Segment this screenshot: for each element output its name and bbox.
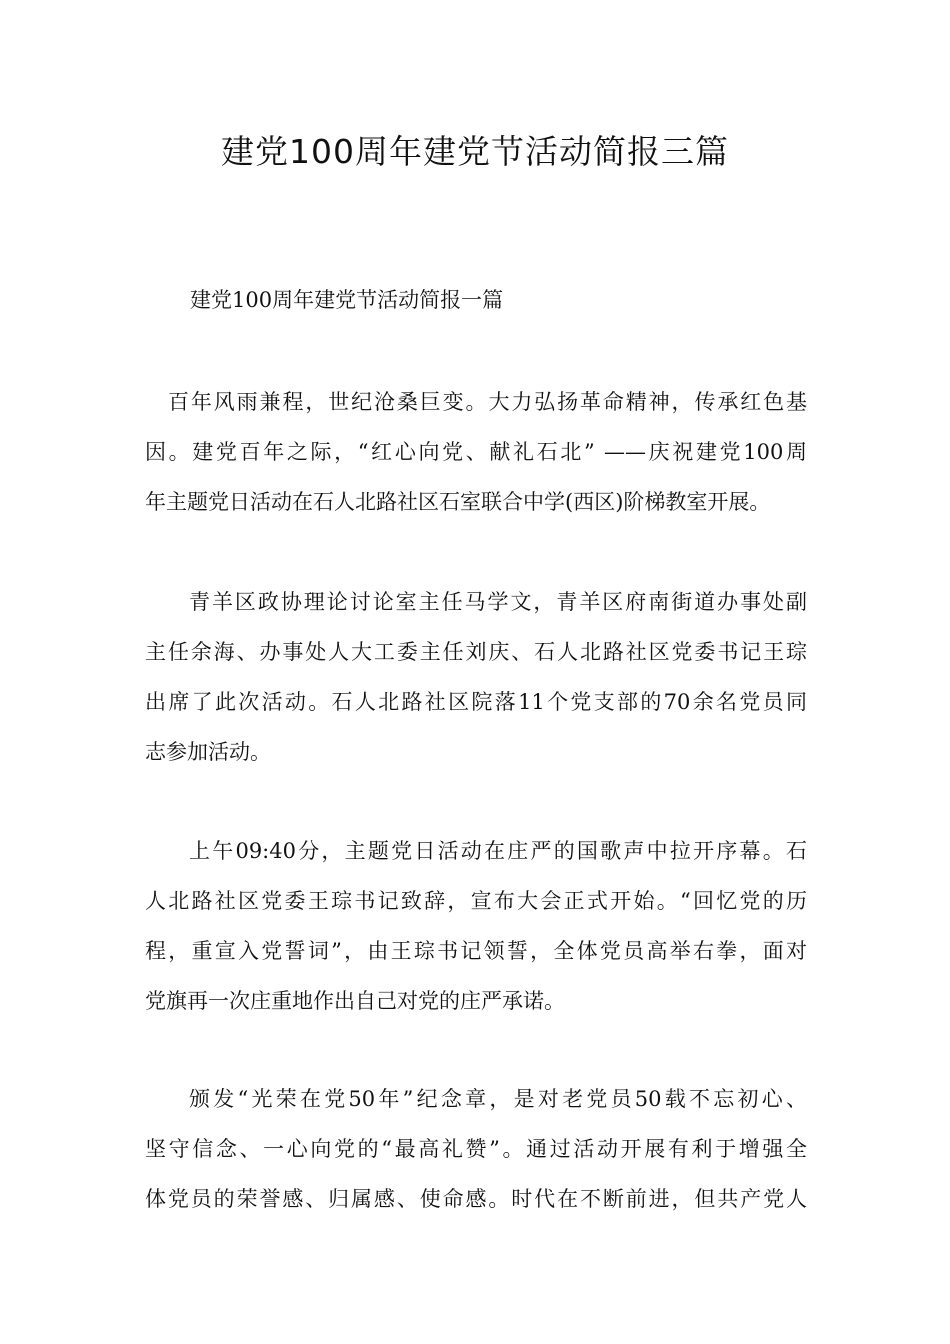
paragraph-line: 青羊区政协理论讨论室主任马学文，青羊区府南街道办事处副: [189, 590, 807, 614]
paragraph-1: [145, 377, 807, 527]
paragraph-line: 党旗再一次庄重地作出自己对党的庄严承诺。: [145, 989, 565, 1013]
paragraph-3: [145, 826, 807, 1026]
paragraph-4: [145, 1074, 807, 1224]
paragraph-line: 坚守信念、一心向党的“最高礼赞”。通过活动开展有利于增强全: [145, 1137, 807, 1161]
paragraph-line: 因。建党百年之际，“红心向党、献礼石北” ——庆祝建党100周: [145, 440, 807, 464]
paragraph-line: 出席了此次活动。石人北路社区院落11个党支部的70余名党员同: [145, 690, 807, 714]
paragraph-line: 体党员的荣誉感、归属感、使命感。时代在不断前进，但共产党人: [145, 1187, 807, 1211]
paragraph-line: 人北路社区党委王琮书记致辞，宣布大会正式开始。“回忆党的历: [145, 889, 807, 913]
document-title: 建党100周年建党节活动简报三篇: [221, 132, 729, 171]
paragraph-line: 上午09:40分，主题党日活动在庄严的国歌声中拉开序幕。石: [189, 839, 807, 863]
paragraph-line: 颁发“光荣在党50年”纪念章，是对老党员50载不忘初心、: [189, 1087, 807, 1111]
section-subtitle: 建党100周年建党节活动简报一篇: [190, 288, 504, 312]
paragraph-line: 志参加活动。: [145, 740, 271, 764]
paragraph-line: 主任余海、办事处人大工委主任刘庆、石人北路社区党委书记王琮: [145, 640, 807, 664]
paragraph-line: 百年风雨兼程，世纪沧桑巨变。大力弘扬革命精神，传承红色基: [168, 390, 807, 414]
paragraph-line: 年主题党日活动在石人北路社区石室联合中学(西区)阶梯教室开展。: [145, 490, 771, 514]
paragraph-2: [145, 577, 807, 777]
paragraph-line: 程，重宣入党誓词”，由王琮书记领誓，全体党员高举右拳，面对: [145, 939, 807, 963]
